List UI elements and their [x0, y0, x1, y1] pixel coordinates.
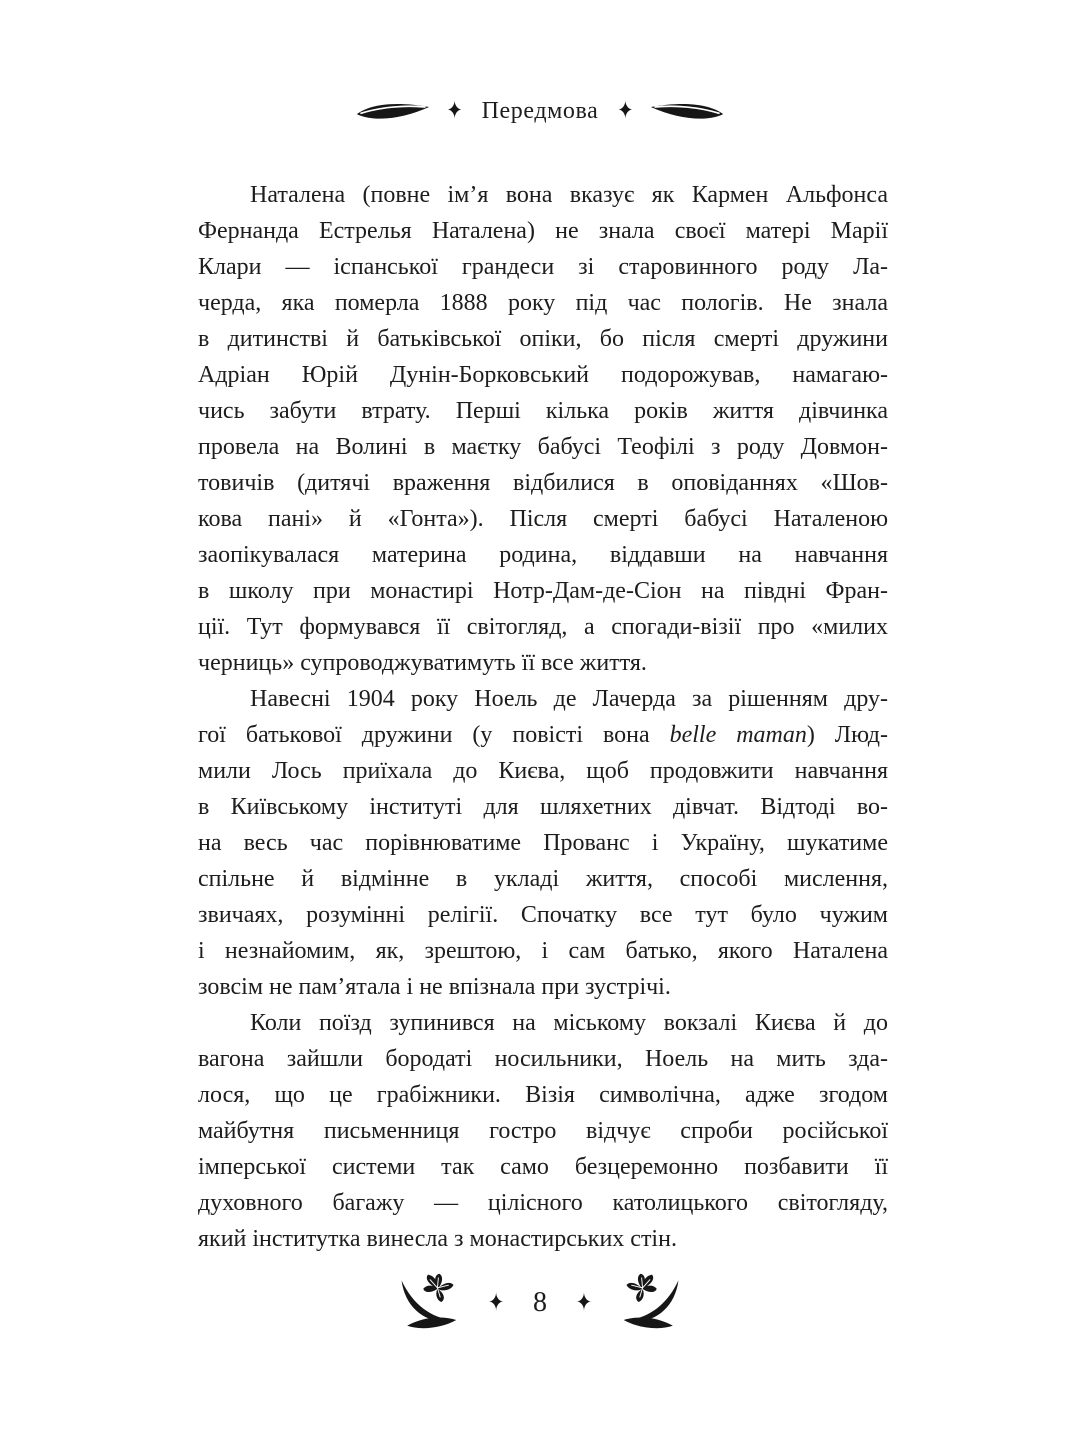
leaf-ornament-icon — [354, 99, 432, 125]
text-line: черда, яка померла 1888 року під час пологів. Не знала — [198, 290, 888, 316]
chapter-header — [0, 98, 1080, 125]
diamond-star-icon: ✦ — [488, 1288, 504, 1317]
body-text — [198, 177, 888, 1257]
flower-leaf-ornament-icon — [618, 1272, 686, 1334]
text-line: і незнайомим, як, зрештою, і сам батько, якого Наталена — [198, 938, 888, 964]
text-line: в Київському інституті для шляхетних дівчат. Відтоді во- — [198, 794, 888, 820]
text-line: Фернанда Естрелья Наталена) не знала своєї матері Марії — [198, 218, 888, 244]
text-line: Адріан Юрій Дунін-Борковський подорожував, намагаю- — [198, 362, 888, 388]
page-title: Передмова — [481, 98, 599, 124]
text-line: чись забути втрату. Перші кілька років життя дівчинка — [198, 398, 888, 424]
text-line: мили Лось приїхала до Києва, щоб продовжити навчання — [198, 758, 888, 784]
text-line: на весь час порівнюватиме Прованс і Україну, шукатиме — [198, 830, 888, 856]
page-footer — [0, 1272, 1080, 1334]
text-line: в дитинстві й батьківської опіки, бо після смерті дружини — [198, 326, 888, 352]
text-line: в школу при монастирі Нотр-Дам-де-Сіон на півдні Фран- — [198, 578, 888, 604]
text-line: ції. Тут формувався її світогляд, а спогади-візії про «милих — [198, 614, 888, 640]
text-line: товичів (дитячі враження відбилися в оповіданнях «Шов- — [198, 470, 888, 496]
text-line: звичаях, розумінні релігії. Спочатку все тут було чужим — [198, 902, 888, 928]
text-line: який інститутка винесла з монастирських стін. — [198, 1226, 677, 1252]
diamond-star-icon: ✦ — [446, 96, 463, 126]
text-line: Клари — іспанської грандеси зі старовинного роду Ла- — [198, 254, 888, 280]
text-line: черниць» супроводжуватимуть її все життя. — [198, 650, 647, 676]
flower-leaf-ornament-icon — [394, 1272, 462, 1334]
text-line: Коли поїзд зупинився на міському вокзалі Києва й до — [250, 1010, 888, 1036]
text-line: Наталена (повне ім’я вона вказує як Кармен Альфонса — [250, 182, 888, 208]
leaf-ornament-icon — [648, 99, 726, 125]
page-number: 8 — [533, 1287, 547, 1318]
text-line: провела на Волині в маєтку бабусі Теофілі з роду Довмон- — [198, 434, 888, 460]
text-line: вагона зайшли бородаті носильники, Ноель на мить зда- — [198, 1046, 888, 1072]
text-line: зовсім не пам’ятала і не впізнала при зустрічі. — [198, 974, 671, 1000]
text-line: лося, що це грабіжники. Візія символічна, адже згодом — [198, 1082, 888, 1108]
text-line: майбутня письменниця гостро відчує спроби російської — [198, 1118, 888, 1144]
text-line: духовного багажу — цілісного католицького світогляду, — [198, 1190, 888, 1216]
text-line: кова пані» й «Гонта»). Після смерті бабусі Наталеною — [198, 506, 888, 532]
text-line: спільне й відмінне в укладі життя, способі мислення, — [198, 866, 888, 892]
diamond-star-icon: ✦ — [576, 1288, 592, 1317]
text-line: Навесні 1904 року Ноель де Лачерда за рішенням дру- — [250, 686, 888, 712]
text-line: заопікувалася материна родина, віддавши на навчання — [198, 542, 888, 568]
text-line: імперської системи так само безцеремонно позбавити її — [198, 1154, 888, 1180]
text-line: гої батькової дружини (у повісті вона belle maman) Люд- — [198, 722, 888, 748]
diamond-star-icon: ✦ — [617, 96, 634, 126]
